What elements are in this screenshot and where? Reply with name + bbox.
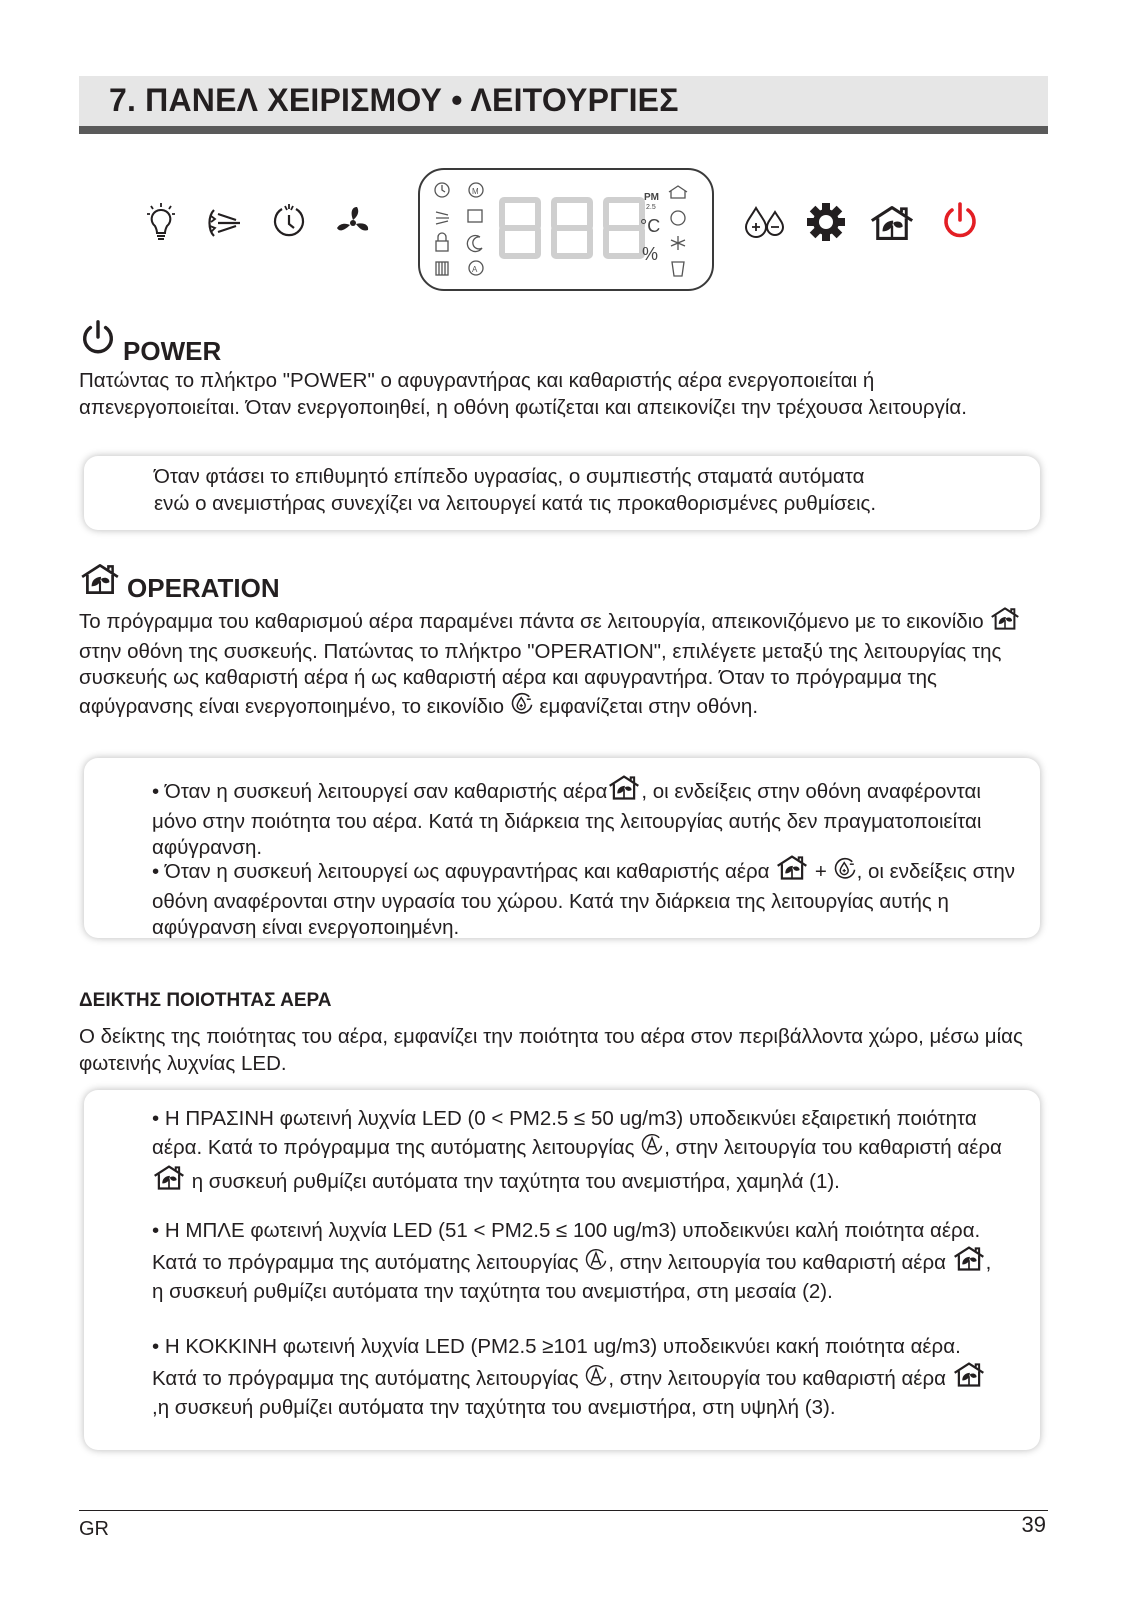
operation-description	[79, 606, 1039, 723]
power-note-line-2: ενώ ο ανεμιστήρας συνεχίζει να λειτουργεί κατά τις προκαθορισμένες ρυθμίσεις.	[154, 492, 877, 515]
house-leaf-icon	[607, 774, 641, 809]
celsius-label: °C	[640, 216, 661, 236]
red-led-text-a: • Η ΚΟΚΚΙΝΗ φωτεινή λυχνία LED (PM2.5 ≥101 ug/m3) υποδεικνύει κακή ποιότητα αέρα. Κατά το πρόγραμμα της αυτόματης λειτουργίας	[152, 1335, 961, 1390]
red-led-item	[152, 1334, 1002, 1422]
power-note-line-1: Όταν φτάσει το επιθυμητό επίπεδο υγρασίας, ο συμπιεστής σταματά αυτόματα	[154, 465, 865, 488]
svg-text:A: A	[472, 265, 478, 274]
house-leaf-icon	[952, 1245, 986, 1280]
timer-icon	[272, 202, 306, 242]
auto-mode-icon	[584, 1248, 608, 1280]
display-indicators	[420, 170, 712, 289]
operation-bullet-1-text-b: , οι ενδείξεις στην οθόνη αναφέρονται μόνο στην ποιότητα του αέρα. Κατά τη διάρκεια της λειτουργίας αυτής δεν πραγματοποιείται αφύγρανση.	[152, 780, 982, 859]
control-panel-illustration	[0, 160, 1132, 290]
plus-sign: +	[814, 860, 827, 883]
green-led-text-c: η συσκευή ρυθμίζει αυτόματα την ταχύτητα του ανεμιστήρα, χαμηλά (1).	[191, 1170, 840, 1193]
humidity-drops-icon	[742, 204, 788, 240]
green-led-item	[152, 1106, 1002, 1199]
house-leaf-icon	[775, 854, 809, 889]
power-icon	[79, 318, 117, 363]
page-number: 39	[1021, 1512, 1046, 1537]
pm-sub-label: 2.5	[646, 204, 656, 211]
green-led-text-a: • Η ΠΡΑΣΙΝΗ φωτεινή λυχνία LED (0 < PM2.5 ≤ 50 ug/m3) υποδεικνύει εξαιρετική ποιότητα αέρα. Κατά το πρόγραμμα της αυτόματης λειτουργίας	[152, 1107, 977, 1159]
operation-house-leaf-icon	[79, 562, 121, 601]
light-bulb-icon	[146, 202, 176, 244]
operation-note-box	[84, 758, 1040, 938]
page-title: 7. ΠΑΝΕΛ ΧΕΙΡΙΣΜΟΥ • ΛΕΙΤΟΥΡΓΙΕΣ	[109, 82, 679, 118]
house-leaf-icon	[989, 606, 1021, 639]
blue-led-text-a: • Η ΜΠΛΕ φωτεινή λυχνία LED (51 < PM2.5 ≤ 100 ug/m3) υποδεικνύει καλή ποιότητα αέρα. Κατά το πρόγραμμα της αυτόματης λειτουργίας	[152, 1219, 981, 1274]
power-button-icon	[940, 200, 980, 242]
operation-bullet-1	[152, 774, 1020, 862]
air-quality-heading: ΔΕΙΚΤΗΣ ΠΟΙΟΤΗΤΑΣ ΑΕΡΑ	[79, 990, 332, 1011]
power-note-box	[84, 456, 1040, 530]
svg-text:M: M	[472, 187, 479, 196]
air-quality-box	[84, 1090, 1040, 1450]
footer-language: GR	[79, 1518, 109, 1540]
blue-led-text-b: , στην λειτουργία του καθαριστή αέρα	[608, 1250, 946, 1274]
settings-gear-icon	[806, 202, 846, 242]
dehumidify-icon	[510, 692, 534, 724]
operation-heading: OPERATION	[127, 573, 280, 603]
power-section-heading	[79, 318, 222, 366]
red-led-text-b: , στην λειτουργία του καθαριστή αέρα	[608, 1366, 946, 1390]
house-leaf-icon	[152, 1164, 186, 1199]
footer-divider	[79, 1510, 1048, 1511]
operation-bullet-1-text-a: • Όταν η συσκευή λειτουργεί σαν καθαριστής αέρα	[152, 780, 608, 803]
percent-label: %	[642, 244, 659, 264]
title-bar	[79, 76, 1048, 134]
operation-section-heading	[79, 562, 280, 601]
operation-text-part-2: στην οθόνη της συσκευής. Πατώντας το πλήκτρο "OPERATION", επιλέγετε μεταξύ της λειτουργίας της συσκευής ως καθαριστή αέρα ή ως καθαριστή αέρα και αφυγραντήρα. Όταν το πρόγραμμα της αφύγρανσης είναι ενεργοποιημένο, το εικονίδιο	[79, 639, 1002, 718]
power-heading: POWER	[123, 336, 222, 366]
pm-label: PM	[644, 192, 659, 203]
operation-bullet-2	[152, 854, 1020, 942]
operation-bullet-2-text-a: • Όταν η συσκευή λειτουργεί ως αφυγραντήρας και καθαριστής αέρα	[152, 860, 770, 883]
fan-icon	[334, 204, 372, 242]
operation-house-leaf-icon	[868, 204, 916, 242]
house-leaf-icon	[952, 1361, 986, 1396]
blue-led-item	[152, 1218, 1002, 1306]
auto-mode-icon	[584, 1364, 608, 1396]
blue-led-text-c: , η συσκευή ρυθμίζει αυτόματα την ταχύτητα του ανεμιστήρα, στη μεσαία (2).	[152, 1250, 992, 1303]
operation-text-part-3: εμφανίζεται στην οθόνη.	[539, 694, 759, 718]
swing-icon	[206, 206, 242, 240]
dehumidify-icon	[833, 857, 857, 889]
green-led-text-b: , στην λειτουργία του καθαριστή αέρα	[664, 1135, 1002, 1159]
air-quality-description: Ο δείκτης της ποιότητας του αέρα, εμφανίζει την ποιότητα του αέρα στον περιβάλλοντα χώρο, μέσω μίας φωτεινής λυχνίας LED.	[79, 1025, 1023, 1075]
operation-text-part-1: Το πρόγραμμα του καθαρισμού αέρα παραμένει πάντα σε λειτουργία, απεικονιζόμενο με το εικονίδιο	[79, 610, 984, 633]
red-led-text-c: ,η συσκευή ρυθμίζει αυτόματα την ταχύτητα του ανεμιστήρα, στη υψηλή (3).	[152, 1396, 836, 1419]
auto-mode-icon	[640, 1133, 664, 1165]
power-description: Πατώντας το πλήκτρο "POWER" ο αφυγραντήρας και καθαριστής αέρα ενεργοποιείται ή απενεργοποιείται. Όταν ενεργοποιηθεί, η οθόνη φωτίζεται και απεικονίζει την τρέχουσα λειτουργία.	[79, 369, 967, 419]
lcd-display	[418, 168, 714, 291]
operation-bullet-2-text-b: , οι ενδείξεις στην οθόνη αναφέρονται στην υγρασία του χώρου. Κατά την διάρκεια της λειτουργίας αυτής η αφύγρανση είναι ενεργοποιημένη.	[152, 860, 1015, 939]
